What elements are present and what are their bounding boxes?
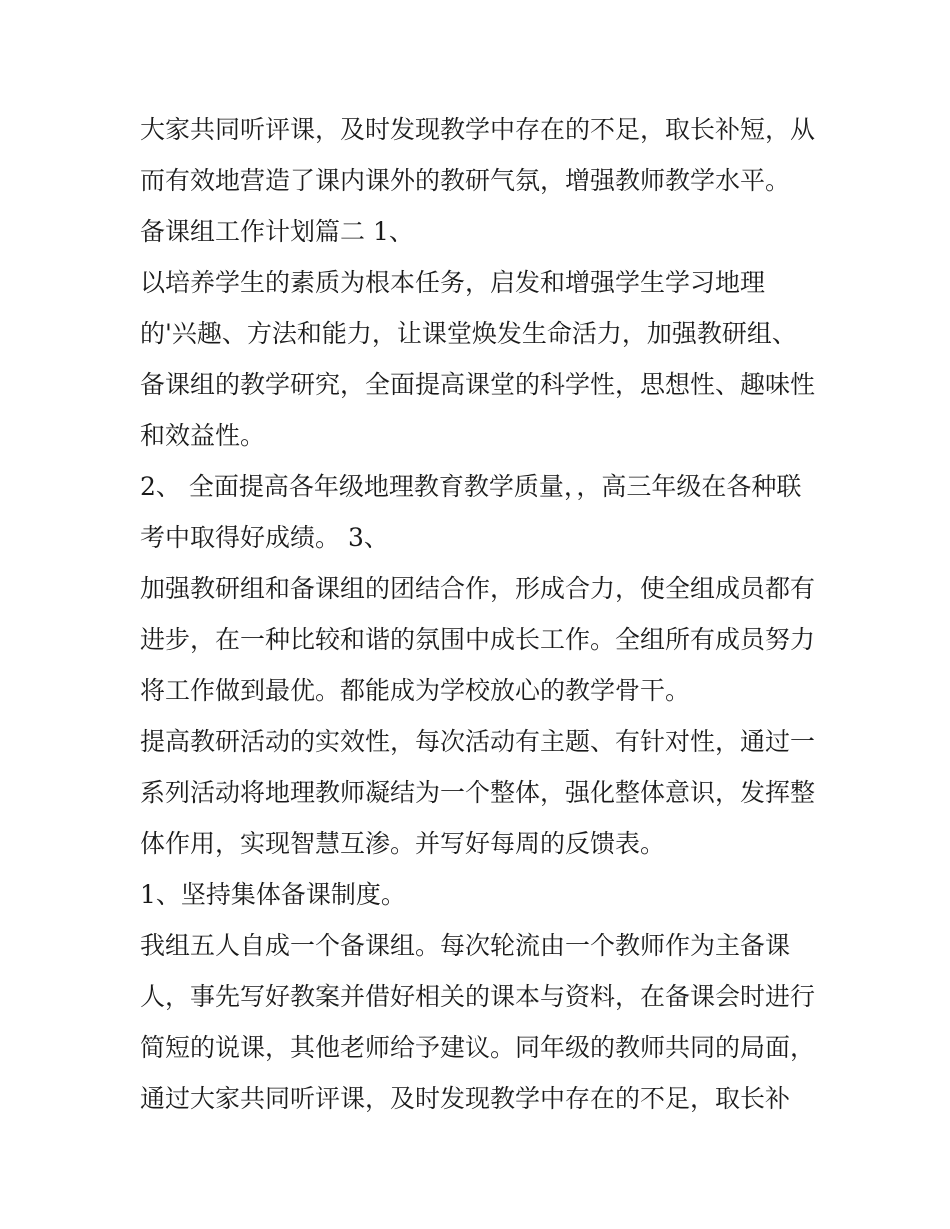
section-heading: 备课组工作计划篇二 1、 (140, 217, 414, 246)
text-line: 考中取得好成绩。 3、 (140, 523, 389, 552)
text-line: 通过大家共同听评课，及时发现教学中存在的不足，取长补 (140, 1084, 791, 1113)
text-line: 我组五人自成一个备课组。每次轮流由一个教师作为主备课 (140, 931, 791, 960)
text-line: 以培养学生的素质为根本任务，启发和增强学生学习地理 (140, 268, 766, 297)
text-line: 简短的说课，其他老师给予建议。同年级的教师共同的局面， (140, 1033, 816, 1062)
text-line: 和效益性。 (140, 421, 266, 450)
text-line: 备课组的教学研究，全面提高课堂的科学性，思想性、趣味性 (140, 370, 816, 399)
text-line: 大家共同听评课，及时发现教学中存在的不足，取长补短，从 (140, 115, 816, 144)
list-item-heading: 1、坚持集体备课制度。 (140, 880, 406, 909)
text-line: 提高教研活动的实效性，每次活动有主题、有针对性，通过一 (140, 727, 816, 756)
text-line: 而有效地营造了课内课外的教研气氛，增强教师教学水平。 (140, 166, 791, 195)
text-line: 系列活动将地理教师凝结为一个整体，强化整体意识，发挥整 (140, 778, 816, 807)
text-line: 人，事先写好教案并借好相关的课本与资料，在备课会时进行 (140, 982, 816, 1011)
document-body (140, 104, 820, 1124)
text-line: 的'兴趣、方法和能力，让课堂焕发生命活力，加强教研组、 (140, 319, 797, 348)
text-line: 将工作做到最优。都能成为学校放心的教学骨干。 (140, 676, 691, 705)
text-line: 加强教研组和备课组的团结合作，形成合力，使全组成员都有 (140, 574, 816, 603)
text-line: 体作用，实现智慧互渗。并写好每周的反馈表。 (140, 829, 666, 858)
text-line: 进步，在一种比较和谐的氛围中成长工作。全组所有成员努力 (140, 625, 816, 654)
text-line: 2、 全面提高各年级地理教育教学质量，，高三年级在各种联 (140, 472, 802, 501)
